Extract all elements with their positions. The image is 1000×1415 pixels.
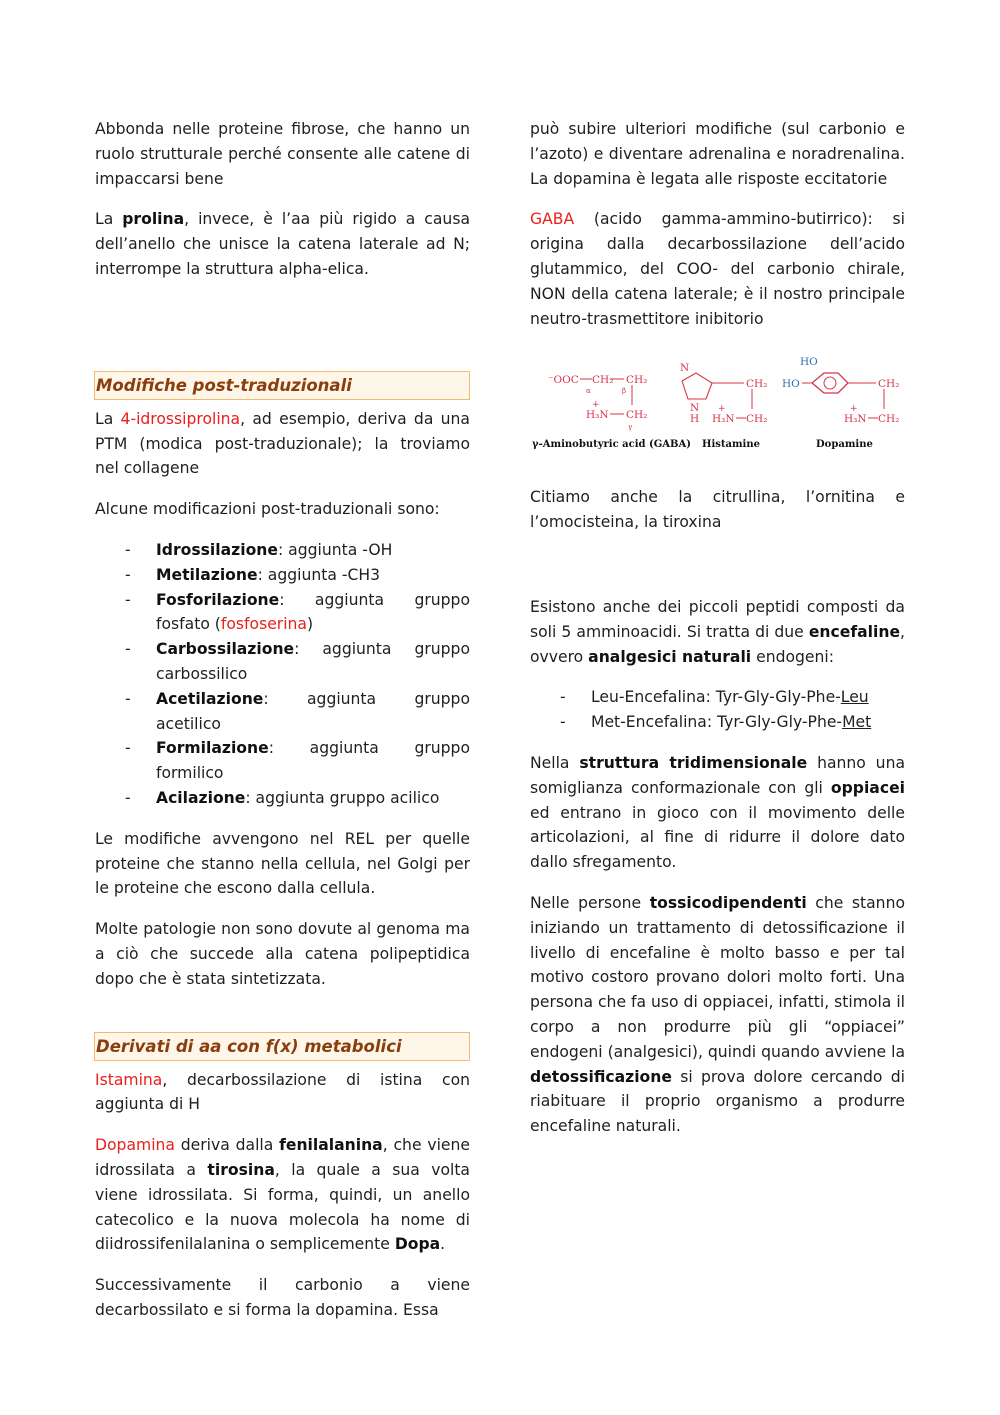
term: fenilalanina [279, 1136, 383, 1155]
list-item [95, 563, 470, 588]
dopamine-ch2-a: CH₂ [878, 378, 900, 391]
histamine-n-top: N [680, 362, 690, 375]
spacer [95, 298, 470, 371]
text: endogeni: [751, 647, 834, 666]
paragraph-proteine-fibrose: Abbonda nelle proteine fibrose, che hanno un ruolo strutturale perché consente alle catene di impaccarsi bene [95, 120, 470, 188]
term-prolina: prolina [122, 210, 185, 229]
paragraph-gaba [530, 207, 905, 331]
histamine-ch2-b: CH₂ [746, 413, 768, 426]
paragraph-successivamente: Successivamente il carbonio a viene decarbossilato e si forma la dopamina. Essa [95, 1276, 470, 1319]
dopamine-ho-top: HO [800, 356, 818, 369]
text: (acido gamma-ammino-butirrico): si origina dalla decarbossilazione dell’acido glutammico, del COO- del carbonio chirale, NON della catena laterale; è il nostro principale neutro-trasmettitore inibitorio [530, 210, 905, 328]
term: Acetilazione [156, 689, 264, 708]
term: tossicodipendenti [649, 893, 807, 912]
paragraph-dopamina [95, 1133, 470, 1257]
histamine-n-bottom: N [690, 402, 700, 415]
term: Carbossilazione [156, 640, 295, 659]
text: che stanno iniziando un trattamento di detossificazione il livello di encefaline è molto basso e per tal motivo costoro provano dolori molto forti. Una persona che fa uso di oppiacei, infatti, stimola il corpo a non produrre più gli “oppiacei” endogeni (analgesici), quindi quando avviene la [530, 893, 905, 1061]
catechol-ring [812, 373, 848, 393]
spacer [530, 551, 905, 595]
peptides-list [530, 685, 905, 735]
histamine-ch2-a: CH₂ [746, 378, 768, 391]
text: Nelle persone [530, 893, 650, 912]
modifications-list [95, 538, 470, 811]
paragraph-citiamo: Citiamo anche la citrullina, l’ornitina e l’omocisteina, la tiroxina [530, 488, 905, 532]
text: Nella [530, 753, 580, 772]
list-item [95, 588, 470, 638]
text: : aggiunta gruppo fosfato ( [156, 590, 470, 634]
list-item [95, 786, 470, 811]
histamine-h3n: H₃N [712, 413, 735, 426]
paragraph-patologie: Molte patologie non sono dovute al genoma ma a ciò che succede alla catena polipeptidica dopo che è stata sintetizzata. [95, 920, 470, 988]
section-heading-ptm: Modifiche post-traduzionali [94, 371, 470, 400]
term: Dopa [394, 1235, 441, 1254]
text: : aggiunta gruppo acetilico [156, 689, 470, 733]
term-istamina: Istamina [95, 1070, 163, 1089]
text: , invece, è l’aa più rigido a causa dell’anello che unisce la catena laterale ad N; interrompe la struttura alpha-elica. [95, 210, 471, 278]
text: . [440, 1235, 446, 1254]
paragraph-struttura [530, 751, 905, 875]
left-column [95, 117, 470, 1339]
caption-dopamine: Dopamine [816, 439, 873, 451]
text: , ovvero [530, 622, 905, 666]
term-met: Met [842, 713, 872, 732]
list-item [95, 687, 470, 737]
text: : aggiunta gruppo carbossilico [156, 640, 470, 683]
list-item [95, 538, 470, 563]
gaba-gamma: γ [628, 423, 633, 432]
gaba-ch2-a: CH₂ [592, 374, 614, 387]
term: analgesici naturali [588, 647, 752, 666]
text: , la quale a sua volta viene idrossilata. Si forma, quindi, un anello catecolico e la nuova molecola ha nome di diidrossifenilalanina o semplicemente [95, 1160, 470, 1254]
right-column [530, 117, 905, 1155]
chemical-structures [530, 347, 905, 457]
paragraph-alcune: Alcune modificazioni post-traduzionali sono: [95, 500, 440, 519]
gaba-ch2-b: CH₂ [626, 374, 648, 387]
list-item [530, 685, 905, 710]
section-heading-derivati: Derivati di aa con f(x) metabolici [94, 1032, 470, 1061]
paragraph-istamina [95, 1068, 470, 1118]
structures-figure [530, 347, 905, 457]
text: Esistono anche dei piccoli peptidi composti da soli 5 amminoacidi. Si tratta di due [530, 597, 905, 641]
term-idrossiprolina: 4-idrossiprolina [120, 409, 241, 428]
text: ed entrano in gioco con il movimento delle articolazioni, al fine di ridurre il dolore dato dallo sfregamento. [530, 803, 905, 872]
paragraph-rel-golgi: Le modifiche avvengono nel REL per quelle proteine che stanno nella cellula, nel Golgi per le proteine che escono dalla cellula. [95, 829, 470, 898]
term: Formilazione [156, 739, 269, 758]
text: : aggiunta -OH [277, 540, 393, 559]
paragraph-idrossiprolina [95, 407, 470, 481]
histamine-h: H [690, 413, 700, 426]
term: detossificazione [530, 1067, 672, 1086]
text: , decarbossilazione di istina con aggiunta di H [95, 1070, 470, 1114]
gaba-ooc: ⁻OOC [548, 374, 579, 387]
text: Leu-Encefalina: Tyr-Gly-Gly-Phe- [591, 688, 841, 707]
list-item [530, 710, 905, 735]
dopamine-ho-left: HO [782, 378, 800, 391]
caption-histamine: Histamine [702, 439, 760, 451]
dopamine-ch2-b: CH₂ [878, 413, 900, 426]
dopamine-plus: + [850, 404, 858, 415]
text: ) [307, 615, 314, 634]
text: deriva dalla [174, 1136, 280, 1155]
gaba-ch2-c: CH₂ [626, 409, 648, 422]
text: : aggiunta gruppo acilico [245, 788, 440, 807]
term: Fosforilazione [156, 590, 280, 609]
text: , che viene idrossilata a [95, 1136, 470, 1179]
term: oppiacei [830, 778, 905, 797]
term: struttura tridimensionale [579, 753, 808, 772]
spacer [95, 1008, 470, 1032]
text: : aggiunta -CH3 [257, 565, 381, 584]
term-fosfoserina: fosfoserina [220, 615, 307, 634]
paragraph-encefaline [530, 595, 905, 669]
term: Acilazione [156, 788, 246, 807]
text: La [95, 210, 123, 229]
text: : aggiunta gruppo formilico [156, 739, 470, 783]
text: hanno una somiglianza conformazionale con gli [530, 753, 906, 797]
paragraph-tossicodipendenti [530, 891, 905, 1139]
text: , ad esempio, deriva da una PTM (modica post-traduzionale); la troviamo nel collagene [95, 409, 470, 478]
term: encefaline [808, 622, 901, 641]
term: Idrossilazione [156, 540, 278, 559]
paragraph-prolina [95, 207, 470, 281]
paragraph-continuation: può subire ulteriori modifiche (sul carbonio e l’azoto) e diventare adrenalina e noradrenalina. La dopamina è legata alle risposte eccitatorie [530, 120, 905, 188]
list-item [95, 736, 470, 786]
term-leu: Leu [840, 688, 869, 707]
text: si prova dolore cercando di riabituare il proprio organismo a produrre encefaline naturali. [530, 1067, 905, 1136]
term: Metilazione [156, 565, 258, 584]
gaba-plus: + [592, 400, 600, 411]
term-gaba: GABA [530, 210, 575, 229]
text: Met-Encefalina: Tyr-Gly-Gly-Phe- [591, 713, 843, 732]
gaba-h3n: H₃N [586, 409, 609, 422]
term: tirosina [207, 1160, 275, 1179]
text: La [95, 409, 121, 428]
dopamine-h3n: H₃N [844, 413, 867, 426]
ring-aromatic-circle [824, 377, 836, 389]
list-item [95, 637, 470, 687]
gaba-alpha: α [586, 387, 591, 396]
spacer [530, 457, 905, 485]
gaba-beta: β [622, 387, 627, 396]
histamine-plus: + [718, 404, 726, 415]
term-dopamina: Dopamina [95, 1136, 175, 1155]
caption-gaba: γ-Aminobutyric acid (GABA) [532, 439, 691, 451]
imidazole-ring [682, 373, 712, 399]
